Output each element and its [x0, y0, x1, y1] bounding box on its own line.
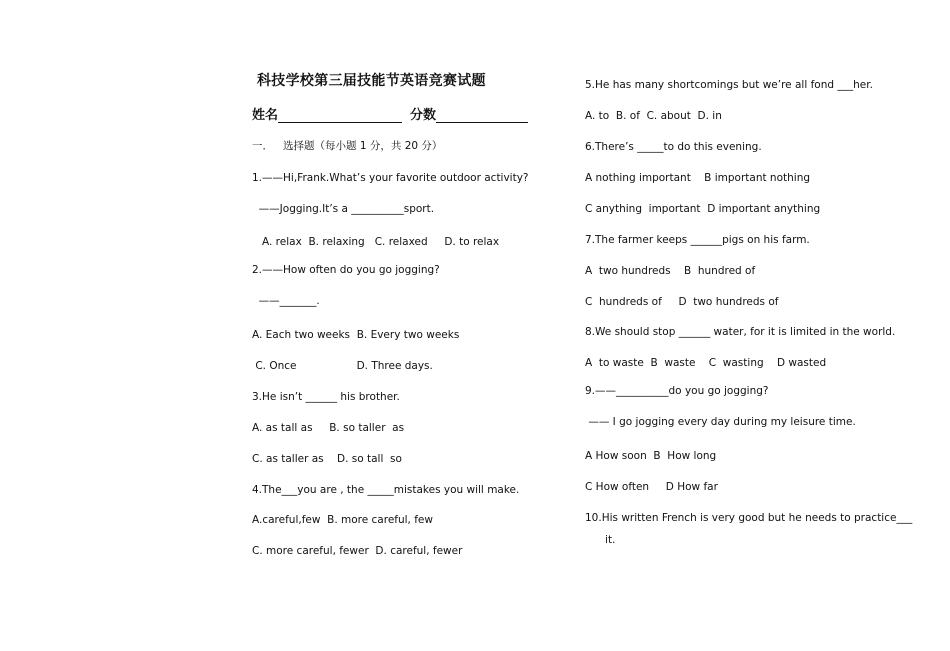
question-line: A to waste B waste C wasting D wasted [585, 357, 827, 369]
question-line: A two hundreds B hundred of [585, 265, 756, 277]
question-line: 10.His written French is very good but he needs to practice___ [585, 512, 913, 524]
question-line: C. as taller as D. so tall so [252, 453, 402, 465]
section-heading: 一． 选择题（每小题 1 分，共 20 分） [252, 140, 443, 152]
score-label: 分数 [410, 108, 437, 123]
question-line: ——_______. [252, 295, 320, 307]
question-line: 1.——Hi,Frank.What’s your favorite outdoor activity? [252, 172, 529, 184]
question-line: 8.We should stop ______ water, for it is limited in the world. [585, 326, 896, 338]
question-line: C. more careful, fewer D. careful, fewer [252, 545, 463, 557]
name-label: 姓名 [252, 108, 279, 123]
question-line: A How soon B How long [585, 450, 717, 462]
question-line: A nothing important B important nothing [585, 172, 811, 184]
question-line: 9.——__________do you go jogging? [585, 385, 769, 397]
question-line: 5.He has many shortcomings but we’re all fond ___her. [585, 79, 873, 91]
question-line: 4.The___you are , the _____mistakes you will make. [252, 484, 520, 496]
exam-title: 科技学校第三届技能节英语竞赛试题 [257, 73, 486, 89]
question-line: 2.——How often do you go jogging? [252, 264, 440, 276]
question-line: C anything important D important anything [585, 203, 821, 215]
question-line: 6.There’s _____to do this evening. [585, 141, 762, 153]
question-line: 7.The farmer keeps ______pigs on his farm. [585, 234, 810, 246]
question-line: A. relax B. relaxing C. relaxed D. to relax [252, 236, 500, 248]
question-line: ——Jogging.It’s a __________sport. [252, 203, 435, 215]
question-line: —— I go jogging every day during my leisure time. [585, 416, 856, 428]
question-line: A. Each two weeks B. Every two weeks [252, 329, 460, 341]
question-line: C. Once D. Three days. [252, 360, 433, 372]
question-line: C hundreds of D two hundreds of [585, 296, 779, 308]
question-line: C How often D How far [585, 481, 718, 493]
score-blank [436, 109, 528, 123]
question-line: it. [585, 534, 616, 546]
name-score-row [252, 104, 528, 123]
question-line: A. as tall as B. so taller as [252, 422, 405, 434]
question-line: A.careful,few B. more careful, few [252, 514, 433, 526]
question-line: A. to B. of C. about D. in [585, 110, 722, 122]
question-line: 3.He isn’t ______ his brother. [252, 391, 400, 403]
name-blank [278, 109, 402, 123]
